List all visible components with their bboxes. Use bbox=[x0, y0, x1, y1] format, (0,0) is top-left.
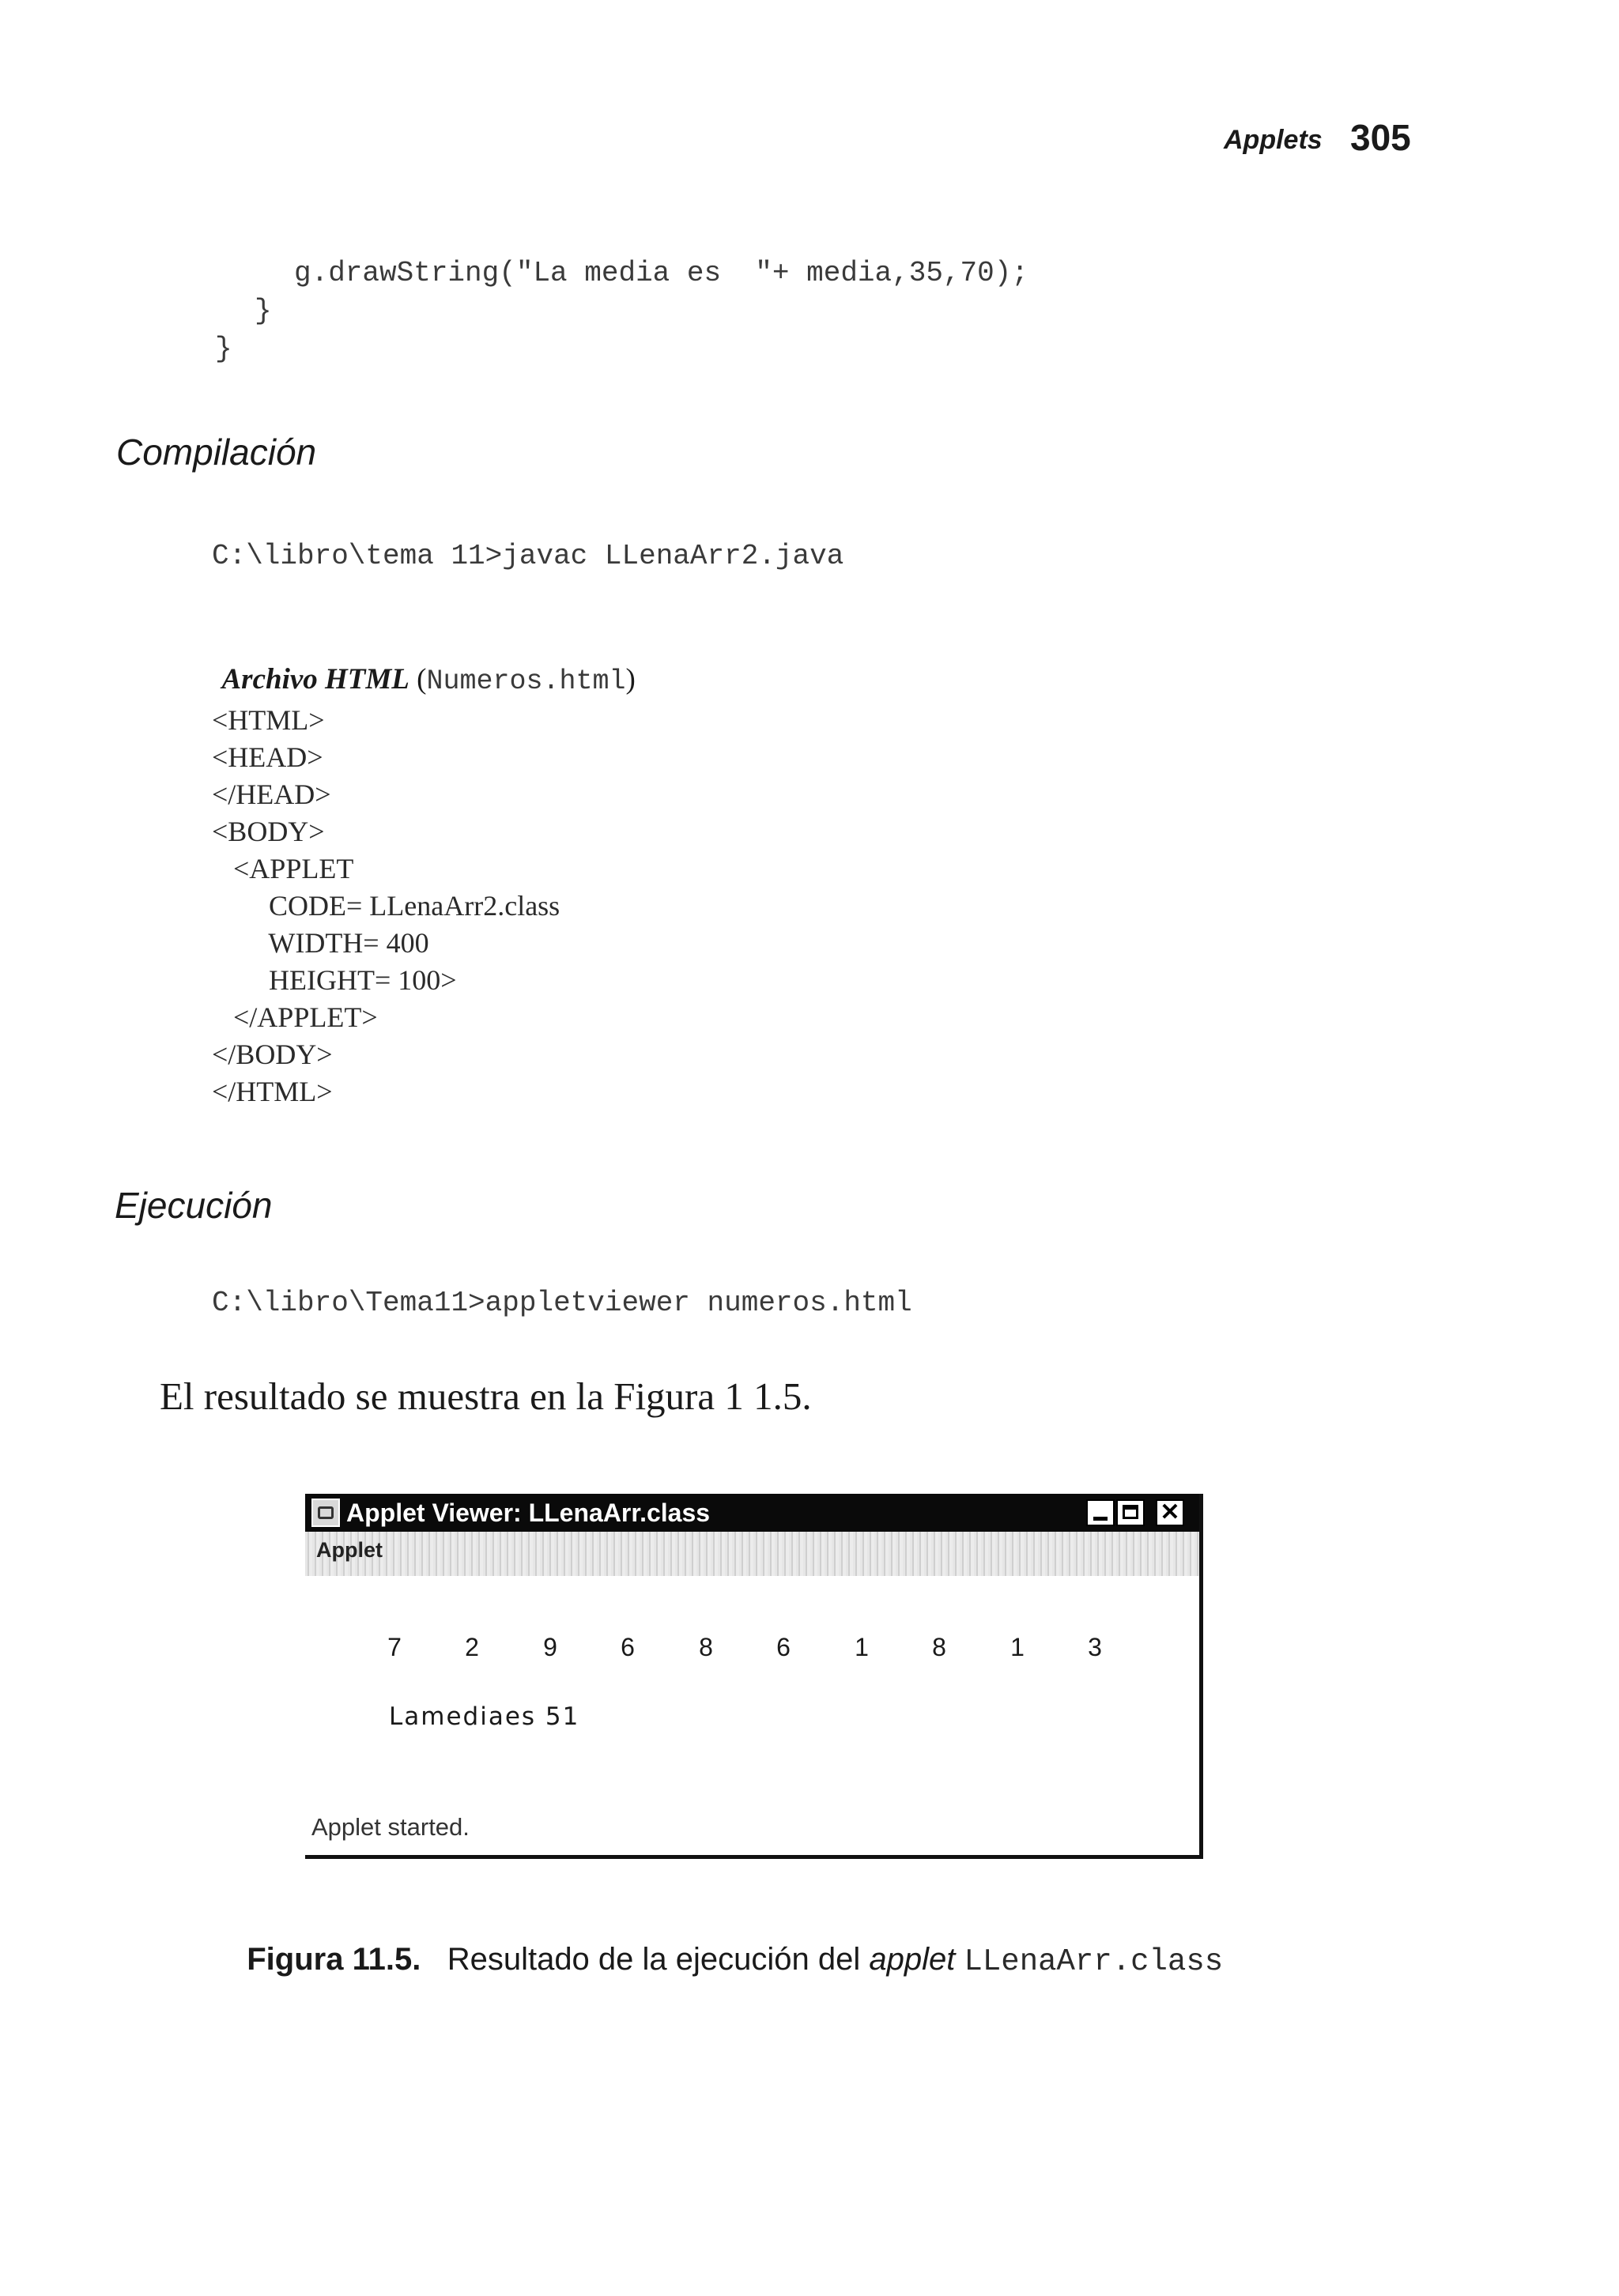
close-icon[interactable]: ✕ bbox=[1156, 1499, 1184, 1526]
window-title: Applet Viewer: LLenaArr.class bbox=[346, 1499, 711, 1527]
running-header-title: Applets bbox=[1224, 125, 1323, 155]
compile-command: C:\libro\tema 11>javac LLenaArr2.java bbox=[212, 540, 844, 572]
page-number: 305 bbox=[1350, 117, 1411, 158]
menu-applet[interactable]: Applet bbox=[316, 1538, 383, 1562]
menu-bar bbox=[305, 1532, 1199, 1576]
caption-italic: applet bbox=[869, 1942, 956, 1977]
minimize-icon[interactable] bbox=[1086, 1499, 1115, 1526]
file-label bbox=[207, 628, 636, 697]
caption-space bbox=[955, 1942, 964, 1977]
caption-classname: LLenaArr.class bbox=[964, 1944, 1224, 1979]
section-heading-ejecucion: Ejecución bbox=[115, 1185, 273, 1226]
array-value: 9 bbox=[543, 1633, 557, 1661]
caption-text: Resultado de la ejecución del bbox=[447, 1942, 870, 1977]
file-label-close-paren: ) bbox=[625, 663, 636, 696]
body-paragraph: El resultado se muestra en la Figura 1 1.5. bbox=[160, 1374, 812, 1418]
array-value: 2 bbox=[465, 1633, 479, 1661]
array-value: 6 bbox=[776, 1633, 791, 1661]
array-value: 1 bbox=[1010, 1633, 1025, 1661]
figure-caption bbox=[229, 1906, 1223, 1979]
maximize-icon[interactable] bbox=[1116, 1499, 1145, 1526]
array-value: 3 bbox=[1088, 1633, 1102, 1661]
array-value: 6 bbox=[621, 1633, 635, 1661]
status-bar: Applet started. bbox=[311, 1813, 470, 1841]
file-label-text: Archivo HTML bbox=[221, 663, 409, 696]
file-label-open-paren: ( bbox=[409, 663, 427, 696]
file-name: Numeros.html bbox=[426, 665, 626, 697]
array-value: 8 bbox=[699, 1633, 713, 1661]
array-value: 1 bbox=[855, 1633, 869, 1661]
array-value: 7 bbox=[387, 1633, 402, 1661]
java-cup-icon bbox=[311, 1499, 340, 1527]
window-titlebar[interactable] bbox=[305, 1494, 1199, 1532]
run-command: C:\libro\Tema11>appletviewer numeros.html bbox=[212, 1287, 912, 1319]
array-value: 8 bbox=[932, 1633, 946, 1661]
applet-viewer-window bbox=[305, 1494, 1203, 1859]
code-line: } bbox=[255, 295, 272, 327]
media-result: Lamediaes 51 bbox=[389, 1702, 580, 1731]
section-heading-compilacion: Compilación bbox=[116, 432, 317, 473]
applet-canvas bbox=[305, 1576, 1199, 1810]
code-line: g.drawString("La media es "+ media,35,70); bbox=[294, 257, 1028, 289]
html-code-block: <HTML> <HEAD> </HEAD> <BODY> <APPLET CODE= LLenaArr2.class WIDTH= 400 HEIGHT= 100> </APPLET> </BODY> </HTML> bbox=[212, 704, 560, 1107]
figure-label: Figura 11.5. bbox=[247, 1942, 421, 1977]
code-line: } bbox=[215, 333, 232, 365]
